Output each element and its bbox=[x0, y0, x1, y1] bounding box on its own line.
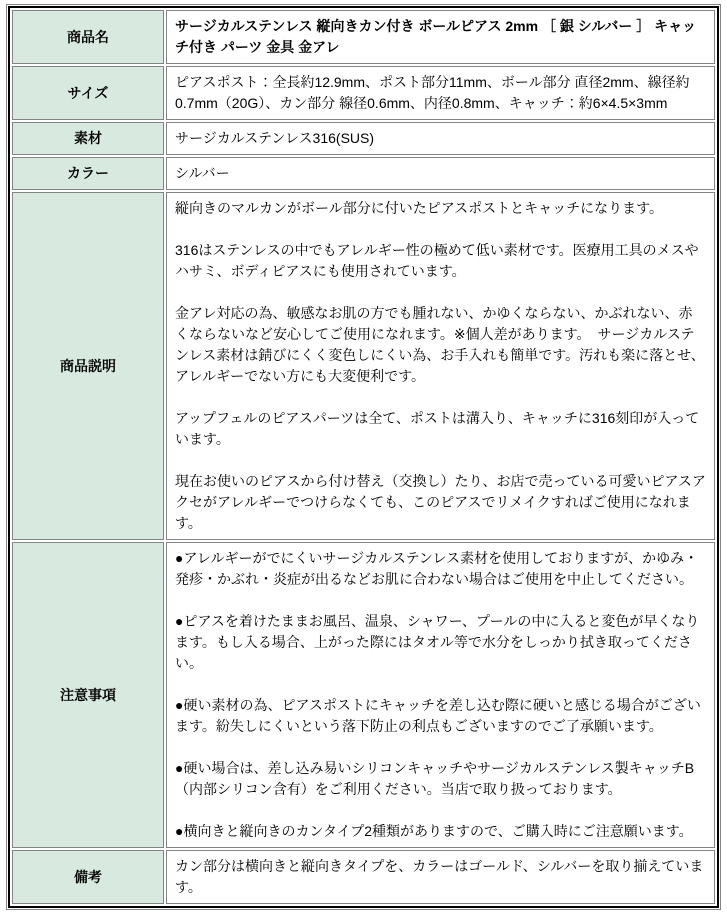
description-paragraph: 縦向きのマルカンがボール部分に付いたピアスポストとキャッチになります。 bbox=[175, 200, 664, 216]
row-value-notes bbox=[166, 542, 715, 848]
row-label-remarks: 備考 bbox=[12, 850, 164, 904]
row-label-notes: 注意事項 bbox=[12, 542, 164, 848]
description-paragraph: 316はステンレスの中でもアレルギー性の極めて低い素材です。医療用工具のメスやハサミ、ボディピアスにも使用されています。 bbox=[175, 242, 699, 279]
row-label-product-name: 商品名 bbox=[12, 10, 164, 64]
row-notes bbox=[12, 542, 715, 848]
row-remarks bbox=[12, 850, 715, 904]
description-paragraph: アップフェルのピアスパーツは全て、ポストは溝入り、キャッチに316刻印が入っています。 bbox=[175, 410, 700, 447]
notes-bullet: ●横向きと縦向きのカンタイプ2種類がありますので、ご購入時にご注意願います。 bbox=[175, 823, 693, 839]
row-color bbox=[12, 157, 715, 190]
row-label-material: 素材 bbox=[12, 122, 164, 155]
row-product-name bbox=[12, 10, 715, 64]
row-label-size: サイズ bbox=[12, 66, 164, 120]
row-label-description: 商品説明 bbox=[12, 192, 164, 540]
product-spec-table bbox=[8, 6, 719, 908]
description-paragraph: 金アレ対応の為、敏感なお肌の方でも腫れない、かゆくならない、かぶれない、赤くならないなど安心してご使用になれます。※個人差があります。 サージカルステンレス素材は錆びにくく変色しにくい為、お手入れも簡単です。汚れも楽に落とせ、アレルギーでない方にも大変便利です。 bbox=[175, 305, 705, 384]
description-paragraph: 現在お使いのピアスから付け替え（交換し）たり、お店で売っている可愛いピアスアクセがアレルギーでつけらなくても、このピアスでリメイクすればご使用になれます。 bbox=[175, 473, 706, 531]
row-description bbox=[12, 192, 715, 540]
row-material bbox=[12, 122, 715, 155]
product-spec-table-body bbox=[12, 10, 715, 904]
row-value-size: ピアスポスト：全長約12.9mm、ポスト部分11mm、ボール部分 直径2mm、線径約0.7mm（20G）、カン部分 線径0.6mm、内径0.8mm、キャッチ：約6×4.5×3mm bbox=[166, 66, 715, 120]
notes-bullet: ●アレルギーがでにくいサージカルステンレス素材を使用しておりますが、かゆみ・発疹・かぶれ・炎症が出るなどお肌に合わない場合はご使用を中止してください。 bbox=[175, 550, 699, 587]
notes-bullet: ●ピアスを着けたままお風呂、温泉、シャワー、プールの中に入ると変色が早くなります。もし入る場合、上がった際にはタオル等で水分をしっかり拭き取ってください。 bbox=[175, 613, 700, 671]
row-value-description bbox=[166, 192, 715, 540]
notes-bullet: ●硬い場合は、差し込み易いシリコンキャッチやサージカルステンレス製キャッチB（内部シリコン含有）をご利用ください。当店で取り扱っております。 bbox=[175, 760, 695, 797]
row-value-material: サージカルステンレス316(SUS) bbox=[166, 122, 715, 155]
product-spec-table-wrapper bbox=[6, 4, 721, 910]
row-value-remarks: カン部分は横向きと縦向きタイプを、カラーはゴールド、シルバーを取り揃えています。 bbox=[166, 850, 715, 904]
row-size bbox=[12, 66, 715, 120]
row-label-color: カラー bbox=[12, 157, 164, 190]
row-value-color: シルバー bbox=[166, 157, 715, 190]
row-value-product-name: サージカルステンレス 縦向きカン付き ボールピアス 2mm ［ 銀 シルバー ］ キャッチ付き パーツ 金具 金アレ bbox=[166, 10, 715, 64]
notes-bullet: ●硬い素材の為、ピアスポストにキャッチを差し込む際に硬いと感じる場合がございます。紛失しにくいという落下防止の利点もございますのでご了承願います。 bbox=[175, 697, 701, 734]
